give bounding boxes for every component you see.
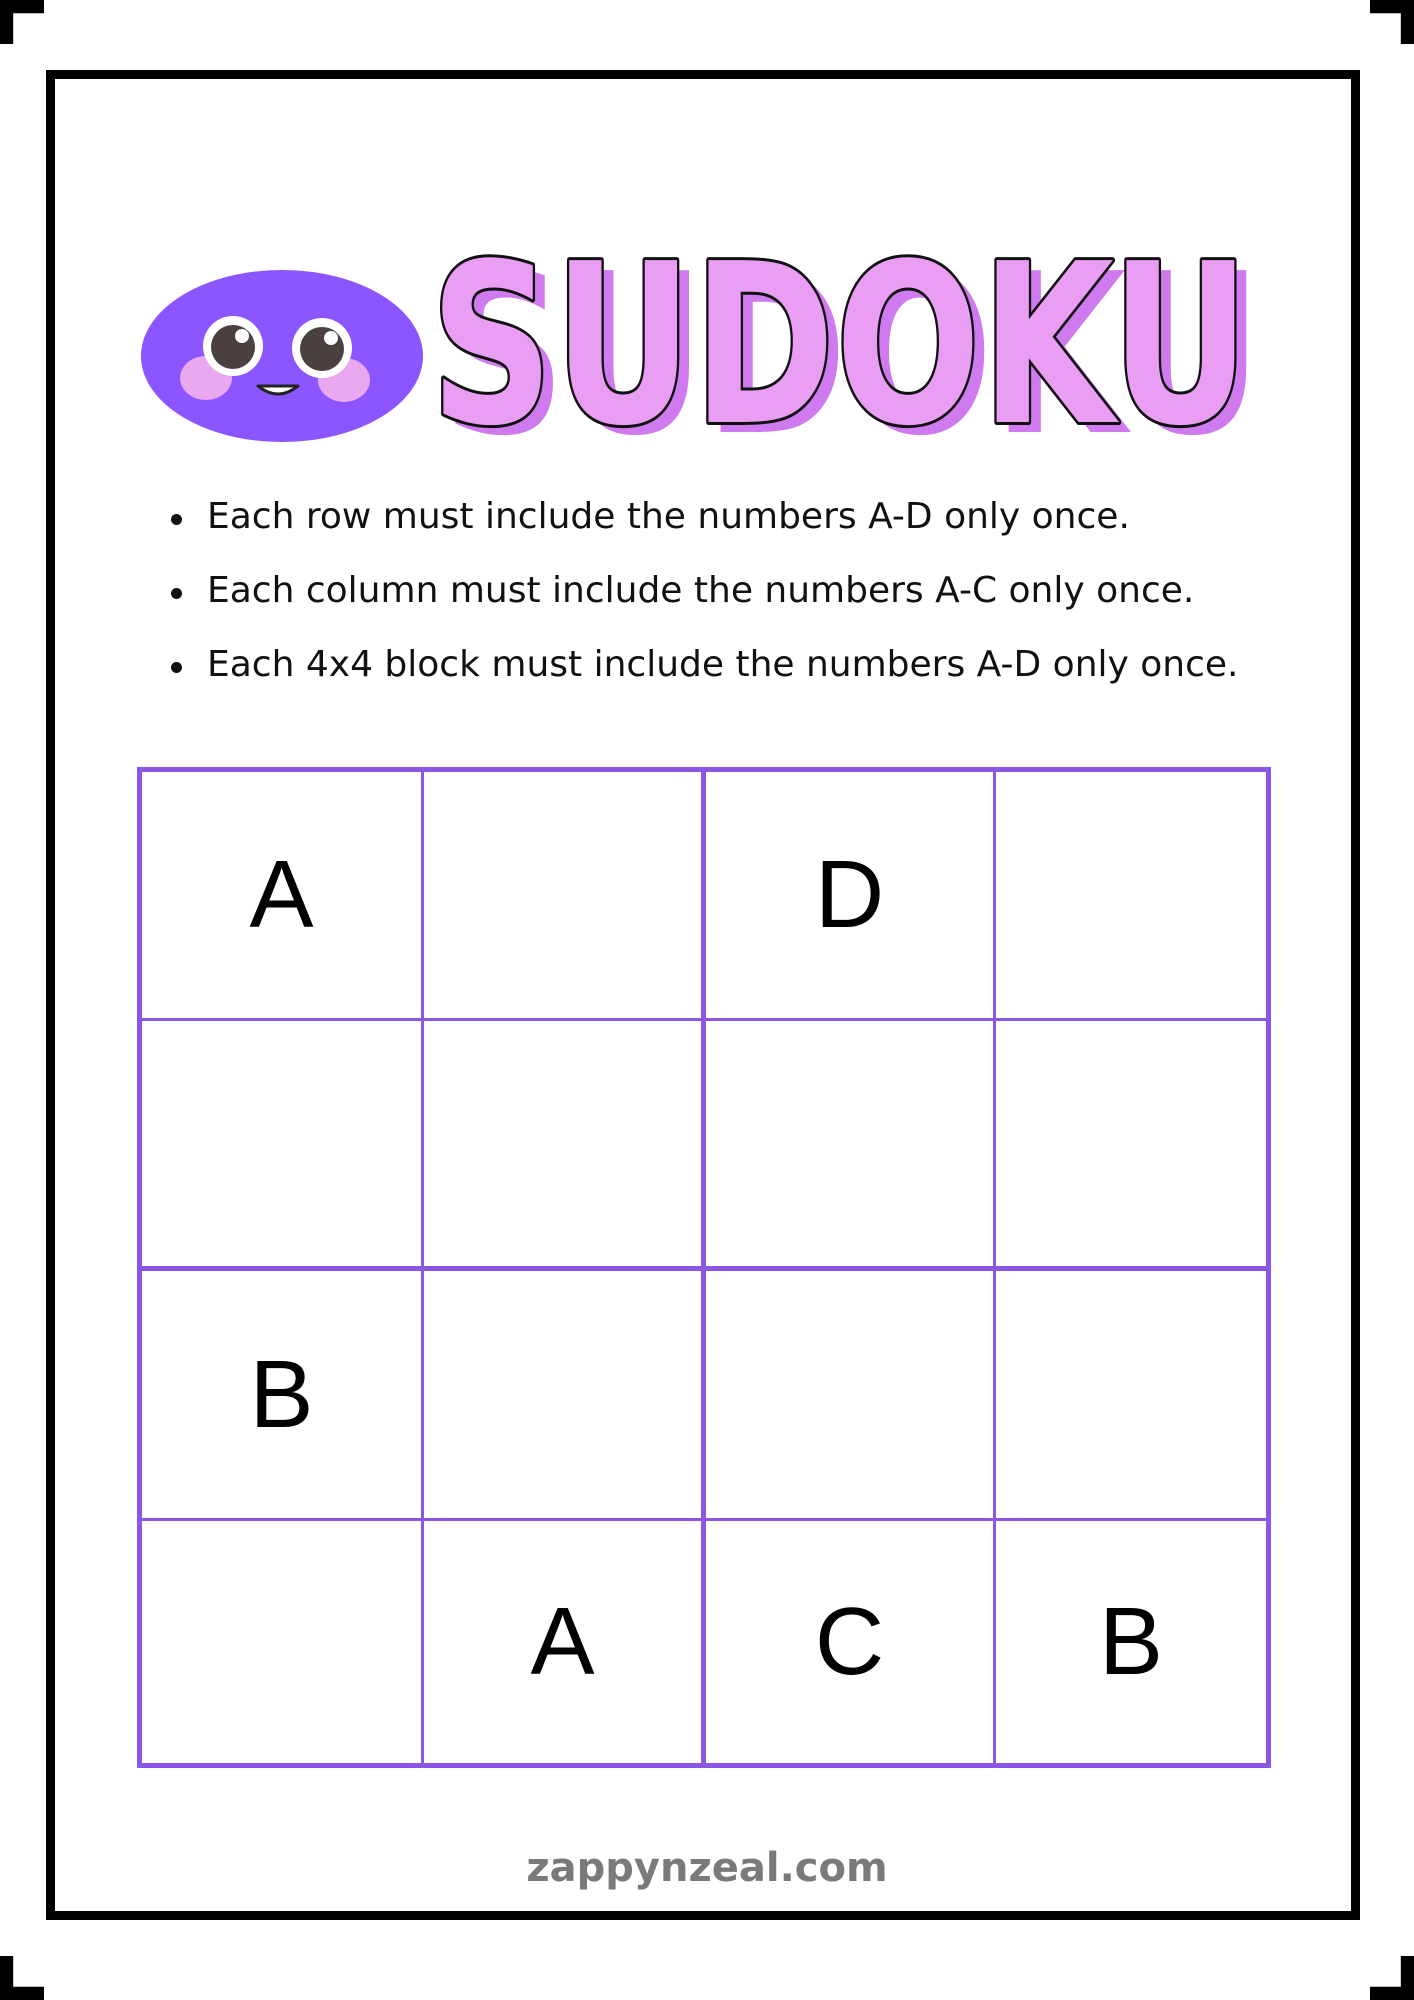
corner-mark-bottom-left — [0, 1956, 44, 2000]
grid-cell[interactable] — [996, 1271, 1266, 1521]
grid-cell[interactable] — [706, 1271, 996, 1521]
grid-cell[interactable] — [142, 1521, 424, 1763]
page-title — [430, 232, 1270, 452]
grid-cell[interactable] — [424, 772, 706, 1021]
grid-cell[interactable]: A — [424, 1521, 706, 1763]
sudoku-grid — [137, 767, 1271, 1768]
grid-cell[interactable] — [424, 1271, 706, 1521]
grid-cell[interactable]: B — [1098, 1588, 1164, 1695]
rule-item: Each row must include the numbers A-D only once. — [207, 495, 1337, 539]
grid-cell[interactable]: D — [706, 772, 996, 1021]
rule-item: Each column must include the numbers A-C only once. — [207, 569, 1337, 613]
corner-mark-bottom-right — [1370, 1956, 1414, 2000]
grid-cell[interactable] — [996, 1021, 1266, 1271]
mascot-face-icon — [140, 268, 424, 444]
corner-mark-top-left — [0, 0, 44, 44]
grid-cell[interactable]: A — [142, 772, 424, 1021]
grid-cell[interactable] — [424, 1021, 706, 1271]
footer-site-url: zappynzeal.com — [526, 1845, 888, 1891]
corner-mark-top-right — [1370, 0, 1414, 44]
grid-cell[interactable]: C — [706, 1521, 996, 1763]
grid-cell[interactable]: B — [142, 1271, 424, 1521]
grid-cell[interactable] — [996, 772, 1266, 1021]
title-shadow: SUDOKU — [442, 232, 1262, 452]
grid-cell[interactable] — [706, 1021, 996, 1271]
title-text: SUDOKU — [430, 232, 1250, 452]
grid-cell[interactable] — [142, 1021, 424, 1271]
rules-list — [160, 495, 1337, 717]
rule-item: Each 4x4 block must include the numbers A-D only once. — [207, 643, 1337, 687]
